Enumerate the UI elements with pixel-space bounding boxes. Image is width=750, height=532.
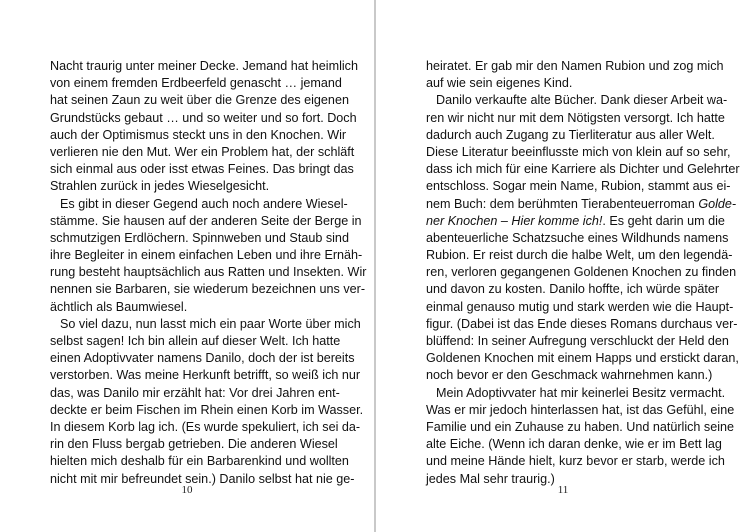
- right-page: [376, 0, 750, 532]
- text-line: nennen sie Barbaren, sie wiederum bezeichnen uns ver-: [50, 282, 366, 297]
- text-line: schmutzigen Erdlöchern. Spinnweben und Staub sind: [50, 230, 349, 245]
- text-line: hielten mich deshalb für ein Barbarenkind und wollten: [50, 454, 349, 469]
- text-line: ren, verloren gegangenen Goldenen Knochen zu finden: [426, 265, 737, 280]
- text-line: Familie und ein Zuhause zu haben. Und natürlich seine: [426, 419, 735, 434]
- text-line: und davon zu kosten. Danilo hoffte, ich würde später: [426, 282, 720, 297]
- text-line: Goldenen Knochen mit einem Happs und erstickt daran,: [426, 351, 739, 366]
- text-line: stämme. Sie hausen auf der anderen Seite der Berge in: [50, 213, 362, 228]
- text-line: einmal genauso mutig und stark werden wie die Haupt-: [426, 299, 734, 314]
- text-line: entschloss. Sogar mein Name, Rubion, stammt aus ei-: [426, 179, 731, 194]
- text-line: nem Buch: dem berühmten Tierabenteuerroman Golde-: [426, 196, 737, 211]
- right-page-number: 11: [557, 484, 569, 496]
- text-line: Rubion. Er reist durch die halbe Welt, um den legendä-: [426, 248, 733, 263]
- text-line: ren wir nicht nur mit dem Nötigsten versorgt. Ich hatte: [426, 110, 725, 125]
- text-line: von einem fremden Erdbeerfeld genascht … jemand: [50, 76, 342, 91]
- text-line: jedes Mal sehr traurig.): [426, 471, 555, 486]
- text-line: ner Knochen – Hier komme ich!. Es geht darin um die: [426, 213, 725, 228]
- text-line: auf wie sein eigenes Kind.: [426, 76, 573, 91]
- text-line: Strahlen zurück in jedes Wieselgesicht.: [50, 179, 270, 194]
- text-line: ihre Begleiter in einem einfachen Leben und ihre Ernäh-: [50, 248, 363, 263]
- text-line: deckte er beim Fischen im Rhein einen Korb im Wasser.: [50, 402, 364, 417]
- text-line: noch bevor er den Geschmack wahrnehmen kann.): [426, 368, 713, 383]
- text-line: und meine Hände hielt, kurz bevor er starb, werde ich: [426, 454, 725, 469]
- text-line: selbst sagen! Ich bin allein auf dieser Welt. Ich hatte: [50, 334, 341, 348]
- text-line: Es gibt in dieser Gegend auch noch andere Wiesel-: [60, 196, 348, 211]
- text-line: Mein Adoptivvater hat mir keinerlei Besitz vermacht.: [436, 385, 726, 400]
- text-line: nicht mit mir befreundet sein.) Danilo selbst hat nie ge-: [50, 471, 355, 486]
- text-line: ächtlich als Baumwiesel.: [50, 299, 188, 314]
- text-line: hat seinen Zaun zu weit über die Grenze des eigenen: [50, 93, 349, 108]
- text-line: In diesem Korb lag ich. (Es wurde spekuliert, ich sei da-: [50, 419, 361, 434]
- left-page: [0, 0, 374, 532]
- text-line: alte Eiche. (Wenn ich daran denke, wie er im Bett lag: [426, 437, 722, 452]
- text-line: abenteuerliche Schatzsuche eines Wildhunds namens: [426, 230, 729, 245]
- text-line: heiratet. Er gab mir den Namen Rubion und zog mich: [426, 59, 724, 73]
- left-page-number: 10: [181, 484, 193, 496]
- text-line: dadurch auch Zugang zu Tierliteratur aus aller Welt.: [426, 127, 715, 142]
- text-line: Nacht traurig unter meiner Decke. Jemand hat heimlich: [50, 59, 358, 73]
- text-line: Grundstücks gebaut … und so weiter und so fort. Doch: [50, 110, 357, 125]
- text-line: Was er mir jedoch hinterlassen hat, ist das Gefühl, eine: [426, 402, 735, 417]
- text-line: Diese Literatur beeinflusste mich von klein auf so sehr,: [426, 144, 731, 159]
- right-page-text: [426, 58, 740, 488]
- text-line: So viel dazu, nun lasst mich ein paar Worte über mich: [60, 316, 361, 331]
- text-line: blüffend: In seiner Aufregung verschluckt der Held den: [426, 334, 729, 348]
- text-line: dass ich mich für eine Karriere als Dichter und Gelehrter: [426, 162, 740, 177]
- text-line: auch der Optimismus steckt uns in den Knochen. Wir: [50, 127, 347, 142]
- text-line: figur. (Dabei ist das Ende dieses Romans durchaus ver-: [426, 316, 738, 331]
- text-line: Danilo verkaufte alte Bücher. Dank dieser Arbeit wa-: [436, 93, 728, 108]
- left-page-text: [50, 58, 367, 488]
- text-line: einen Adoptivvater namens Danilo, doch der ist bereits: [50, 351, 355, 366]
- text-line: verlieren nie den Mut. Wer ein Problem hat, der schläft: [50, 144, 355, 159]
- text-line: sich einmal aus oder isst etwas Feines. Das bringt das: [50, 162, 354, 177]
- text-line: verstorben. Was meine Herkunft betrifft, so weiß ich nur: [50, 368, 361, 383]
- text-line: rin den Fluss bergab getrieben. Die anderen Wiesel: [50, 437, 338, 452]
- text-line: das, was Danilo mir erzählt hat: Vor drei Jahren ent-: [50, 385, 340, 400]
- text-line: rung besteht hauptsächlich aus Ratten und Insekten. Wir: [50, 265, 367, 280]
